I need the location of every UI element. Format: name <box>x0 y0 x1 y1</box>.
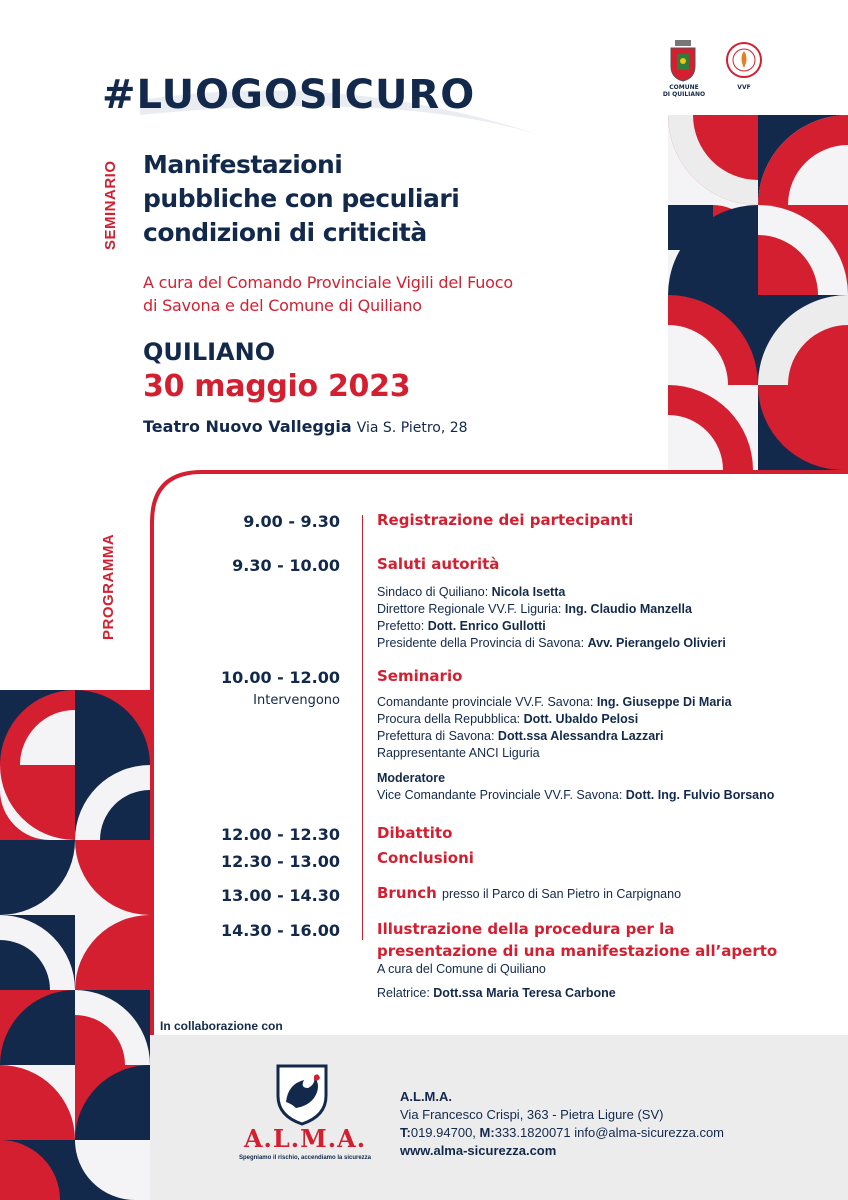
event-city: QUILIANO <box>143 338 276 366</box>
illustrazione-note: A cura del Comune di Quiliano <box>377 962 546 976</box>
seminar-subtitle: A cura del Comando Provinciale Vigili del Fuoco di Savona e del Comune di Quiliano <box>143 273 513 315</box>
timeline-divider <box>362 515 363 940</box>
agenda-title: Illustrazione della procedura per la presentazione di una manifestazione all’aperto <box>377 920 778 960</box>
org-address: Via Francesco Crispi, 363 - Pietra Ligure (SV) <box>400 1107 664 1122</box>
vvf-emblem-icon <box>726 42 762 78</box>
time-slot: 13.00 - 14.30 <box>221 886 340 905</box>
seminario-speakers: Comandante provinciale VV.F. Savona: Ing. Giuseppe Di Maria Procura della Repubblica: Dott. Ubaldo Pelosi Prefettura di Savona: Dott.ssa Alessandra Lazzari Rappresentante ANCI Liguria <box>377 695 732 760</box>
alma-tagline: Spegniamo il rischio, accendiamo la sicurezza <box>238 1155 372 1161</box>
agenda-title: Saluti autorità <box>377 555 500 573</box>
seminario-side-label: SEMINARIO <box>102 160 119 250</box>
venue-address: Via S. Pietro, 28 <box>356 420 468 436</box>
agenda-title: Brunch presso il Parco di San Pietro in Carpignano <box>377 884 682 902</box>
event-date: 30 maggio 2023 <box>143 369 411 404</box>
org-website[interactable]: www.alma-sicurezza.com <box>400 1143 557 1158</box>
time-slot: 9.00 - 9.30 <box>243 512 340 531</box>
partner-logos <box>662 40 772 100</box>
alma-contact <box>400 1088 724 1160</box>
time-slot: 9.30 - 10.00 <box>232 556 340 575</box>
saluti-speakers: Sindaco di Quiliano: Nicola Isetta Direttore Regionale VV.F. Liguria: Ing. Claudio Manzella Prefetto: Dott. Enrico Gullotti Presidente della Provincia di Savona: Avv. Pierangelo Olivieri <box>377 585 726 650</box>
programma-side-label: PROGRAMMA <box>100 533 117 640</box>
alma-shield-icon <box>274 1062 330 1126</box>
event-venue <box>143 417 468 436</box>
moderatore-block: Moderatore Vice Comandante Provinciale VV.F. Savona: Dott. Ing. Fulvio Borsano <box>377 771 775 802</box>
org-email[interactable]: info@alma-sicurezza.com <box>574 1125 725 1140</box>
time-slot: 12.00 - 12.30 <box>221 825 340 844</box>
agenda-title: Seminario <box>377 667 463 685</box>
time-slot: 10.00 - 12.00 <box>221 668 340 687</box>
agenda-title: Dibattito <box>377 824 453 842</box>
venue-name: Teatro Nuovo Valleggia <box>143 417 352 436</box>
org-name: A.L.M.A. <box>400 1089 452 1104</box>
hashtag-title: #LUOGOSICURO <box>102 72 476 118</box>
comune-crest-icon <box>668 40 698 82</box>
vvf-label: VVF <box>737 84 751 91</box>
alma-logo-text: A.L.M.A. <box>243 1124 367 1153</box>
agenda-title: Conclusioni <box>377 849 474 867</box>
geometric-pattern-bottom <box>0 690 150 1200</box>
relatrice: Relatrice: Dott.ssa Maria Teresa Carbone <box>377 986 616 1000</box>
time-note: Intervengono <box>253 693 340 708</box>
collaboration-label: In collaborazione con <box>160 1019 283 1033</box>
agenda-title: Registrazione dei partecipanti <box>377 511 634 529</box>
geometric-pattern-top <box>668 115 848 470</box>
alma-logo <box>230 1062 380 1172</box>
comune-label: COMUNE DI QUILIANO <box>662 84 706 98</box>
seminar-title: Manifestazioni pubbliche con peculiari condizioni di criticità <box>143 150 460 247</box>
org-phones: T:019.94700, M:333.1820071 info@alma-sicurezza.com <box>400 1125 725 1140</box>
time-slot: 12.30 - 13.00 <box>221 852 340 871</box>
time-slot: 14.30 - 16.00 <box>221 921 340 940</box>
